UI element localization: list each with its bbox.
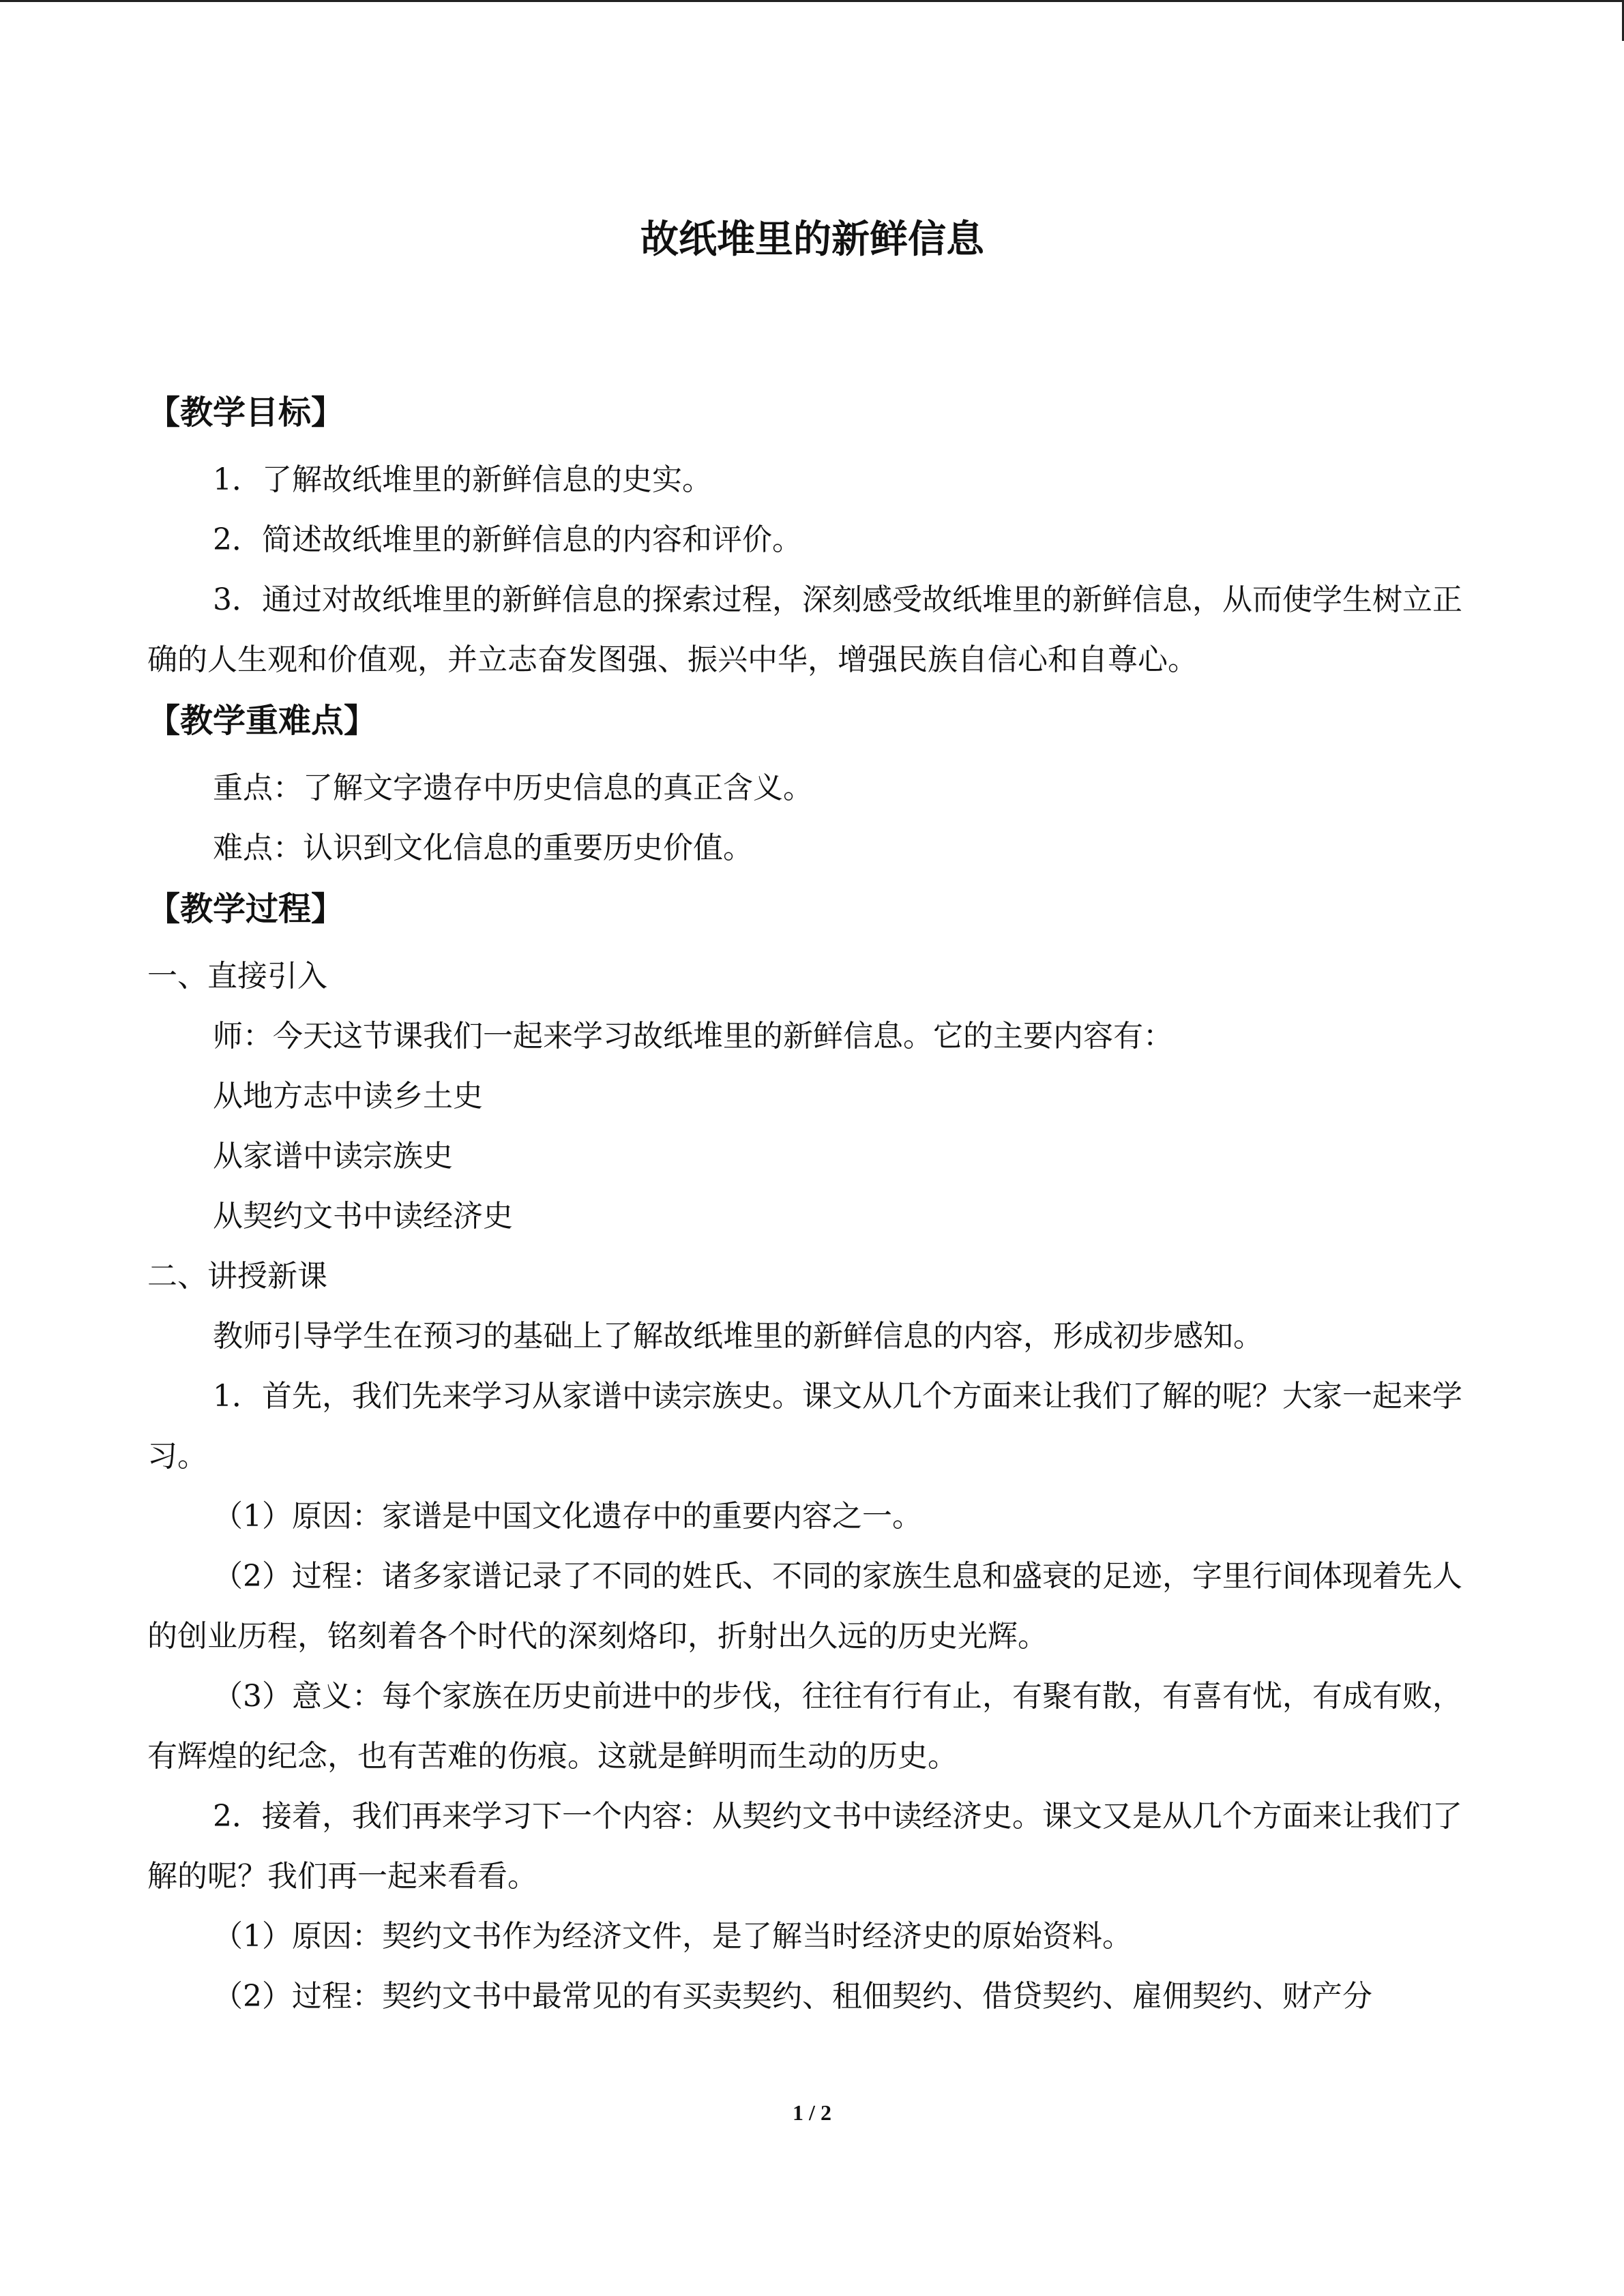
goal-item: 3．通过对故纸堆里的新鲜信息的探索过程，深刻感受故纸堆里的新鲜信息，从而使学生树立正确的人生观和价值观，并立志奋发图强、振兴中华，增强民族自信心和自尊心。 xyxy=(147,582,1462,677)
keypoint-item: 重点：了解文字遗存中历史信息的真正含义。 xyxy=(213,771,813,805)
section-heading-process: 【教学过程】 xyxy=(147,890,344,928)
goal-item: 2．简述故纸堆里的新鲜信息的内容和评价。 xyxy=(213,522,802,557)
paragraph: 从地方志中读乡土史 xyxy=(213,1079,483,1114)
goal-item: 1．了解故纸堆里的新鲜信息的史实。 xyxy=(213,462,712,497)
section-heading-goals: 【教学目标】 xyxy=(147,393,344,432)
sub-item: （1）原因：家谱是中国文化遗存中的重要内容之一。 xyxy=(213,1499,922,1534)
paragraph: 师：今天这节课我们一起来学习故纸堆里的新鲜信息。它的主要内容有： xyxy=(213,1019,1173,1054)
keypoint-item: 难点：认识到文化信息的重要历史价值。 xyxy=(213,831,753,865)
document-title: 故纸堆里的新鲜信息 xyxy=(640,218,984,262)
paragraph: 从家谱中读宗族史 xyxy=(213,1139,453,1174)
paragraph: 从契约文书中读经济史 xyxy=(213,1199,513,1234)
paragraph: 教师引导学生在预习的基础上了解故纸堆里的新鲜信息的内容，形成初步感知。 xyxy=(213,1319,1263,1354)
sub-item: （2）过程：契约文书中最常见的有买卖契约、租佃契约、借贷契约、雇佣契约、财产分 xyxy=(213,1979,1372,2014)
page-number: 1 / 2 xyxy=(793,2100,831,2125)
sub-item: （2）过程：诸多家谱记录了不同的姓氏、不同的家族生息和盛衰的足迹，字里行间体现着先人的创业历程，铭刻着各个时代的深刻烙印，折射出久远的历史光辉。 xyxy=(147,1559,1462,1654)
section-heading-keypoints: 【教学重难点】 xyxy=(147,702,377,740)
top-border-rule xyxy=(0,0,1624,2)
part-title: 一、直接引入 xyxy=(147,959,327,994)
part-title: 二、讲授新课 xyxy=(147,1259,327,1294)
sub-item: （3）意义：每个家族在历史前进中的步伐，往往有行有止，有聚有散，有喜有忧，有成有败，有辉煌的纪念，也有苦难的伤痕。这就是鲜明而生动的历史。 xyxy=(147,1679,1462,1774)
paragraph: 1．首先，我们先来学习从家谱中读宗族史。课文从几个方面来让我们了解的呢？大家一起来学习。 xyxy=(147,1379,1462,1474)
paragraph: 2．接着，我们再来学习下一个内容：从契约文书中读经济史。课文又是从几个方面来让我们了解的呢？我们再一起来看看。 xyxy=(147,1799,1462,1894)
sub-item: （1）原因：契约文书作为经济文件，是了解当时经济史的原始资料。 xyxy=(213,1919,1132,1954)
document-body xyxy=(147,382,1477,2027)
